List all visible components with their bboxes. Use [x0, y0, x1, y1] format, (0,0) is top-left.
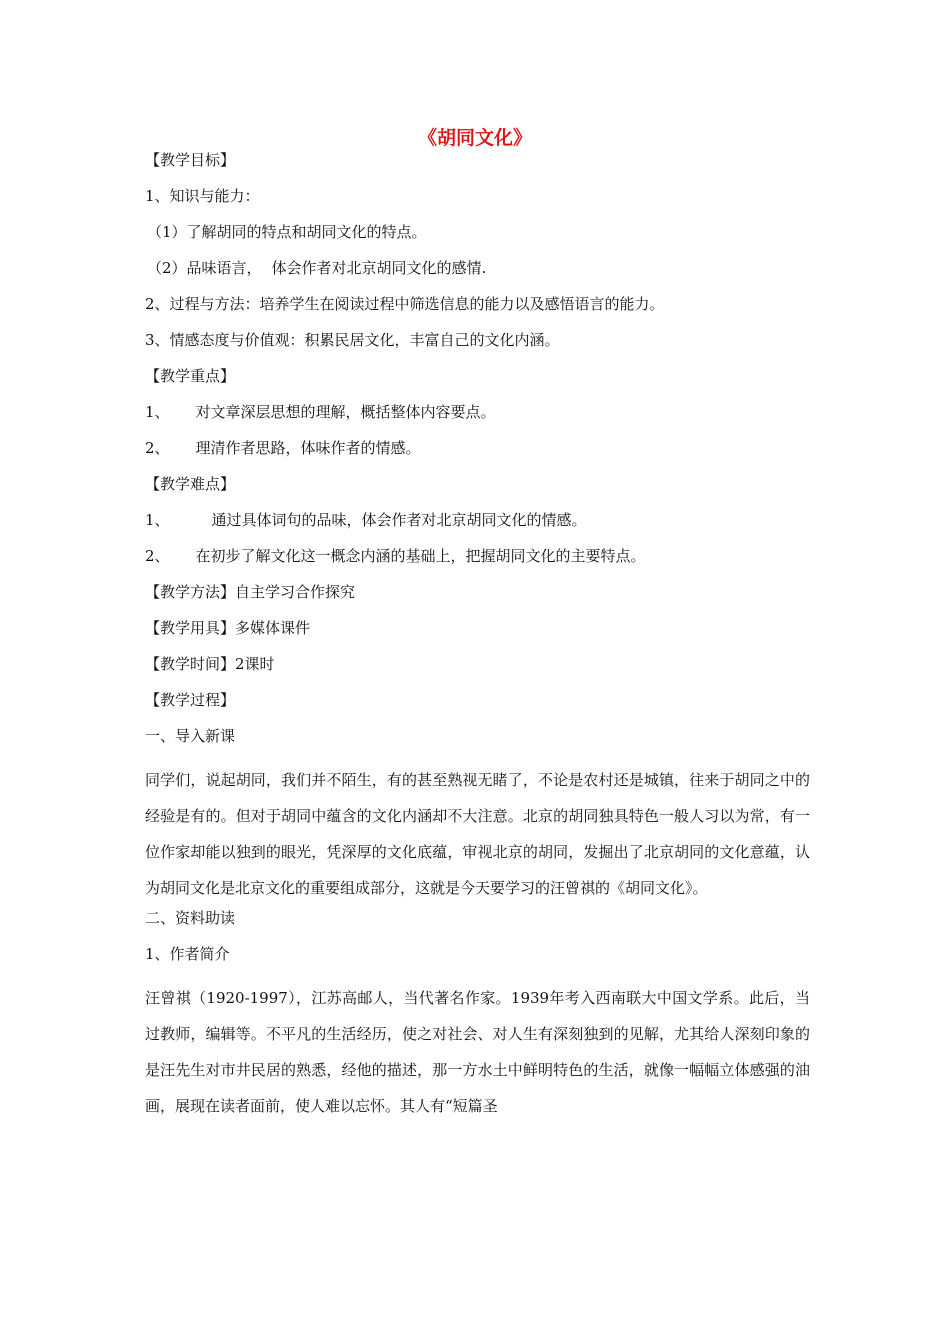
part-2-heading: 二、资料助读 [145, 909, 236, 927]
goal-subitem-2 [145, 258, 810, 278]
section-heading-process: 【教学过程】 [145, 691, 236, 709]
difficulty-1-number: 1、 [145, 511, 170, 529]
difficulty-2-number: 2、 [145, 547, 170, 565]
goal-item-2: 2、过程与方法：培养学生在阅读过程中筛选信息的能力以及感悟语言的能力。 [145, 295, 665, 313]
part-1-paragraph: 同学们，说起胡同，我们并不陌生，有的甚至熟视无睹了，不论是农村还是城镇，往来于胡同之中的经验是有的。但对于胡同中蕴含的文化内涵却不大注意。北京的胡同独具特色一般人习以为常，有一位作家却能以独到的眼光，凭深厚的文化底蕴，审视北京的胡同，发掘出了北京胡同的文化意蕴，认为胡同文化是北京文化的重要组成部分，这就是今天要学习的汪曾祺的《胡同文化》。 [145, 771, 810, 897]
key-point-2-text: 理清作者思路，体味作者的情感。 [195, 439, 421, 457]
part-2-subheading: 1、作者简介 [145, 945, 230, 963]
document-body [145, 150, 810, 1124]
difficulty-1-text: 通过具体词句的品味，体会作者对北京胡同文化的情感。 [211, 511, 587, 529]
section-heading-key-points: 【教学重点】 [145, 367, 236, 385]
teaching-tools: 【教学用具】多媒体课件 [145, 619, 311, 637]
difficulty-2-text: 在初步了解文化这一概念内涵的基础上，把握胡同文化的主要特点。 [195, 547, 646, 565]
goal-subitem-1: （1）了解胡同的特点和胡同文化的特点。 [147, 223, 427, 241]
key-point-1 [145, 402, 810, 422]
key-point-2 [145, 438, 810, 458]
difficulty-1 [145, 510, 810, 530]
section-heading-difficulties: 【教学难点】 [145, 475, 236, 493]
goal-subitem-2-part-b: 体会作者对北京胡同文化的感情. [271, 259, 487, 277]
key-point-1-text: 对文章深层思想的理解，概括整体内容要点。 [195, 403, 496, 421]
key-point-2-number: 2、 [145, 439, 170, 457]
difficulty-2 [145, 546, 810, 566]
teaching-method: 【教学方法】自主学习合作探究 [145, 583, 356, 601]
goal-item-1: 1、知识与能力： [145, 187, 260, 205]
section-heading-goals: 【教学目标】 [145, 151, 236, 169]
document-title: 《胡同文化》 [417, 127, 532, 149]
goal-subitem-2-part-a: （2）品味语言， [147, 259, 262, 277]
part-2-paragraph: 汪曾祺（1920-1997），江苏高邮人，当代著名作家。1939年考入西南联大中国文学系。此后，当过教师，编辑等。不平凡的生活经历，使之对社会、对人生有深刻独到的见解，尤其给人深刻印象的是汪先生对市井民居的熟悉，经他的描述，那一方水土中鲜明特色的生活，就像一幅幅立体感强的油画，展现在读者面前，使人难以忘怀。其人有“短篇圣 [145, 989, 810, 1115]
goal-item-3: 3、情感态度与价值观：积累民居文化，丰富自己的文化内涵。 [145, 331, 560, 349]
part-1-heading: 一、导入新课 [145, 727, 236, 745]
teaching-time: 【教学时间】2课时 [145, 655, 275, 673]
key-point-1-number: 1、 [145, 403, 170, 421]
